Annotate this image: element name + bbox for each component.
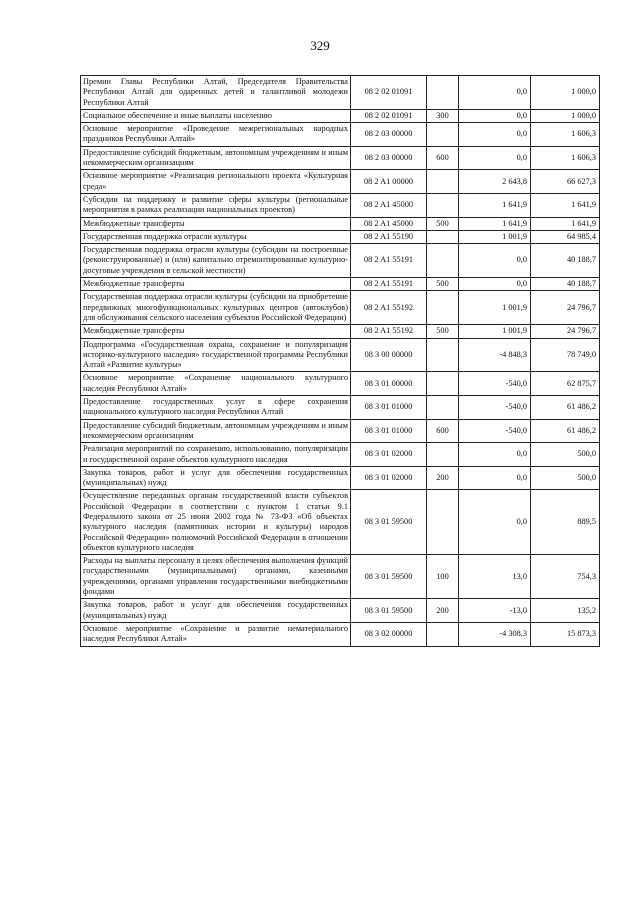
row-expense-type	[427, 622, 459, 646]
row-change-amount: 0,0	[459, 244, 531, 278]
table-row	[81, 372, 600, 396]
row-target-code: 08 3 01 01000	[351, 396, 427, 420]
row-total-amount: 40 188,7	[531, 244, 600, 278]
table-row	[81, 123, 600, 147]
row-change-amount: 0,0	[459, 490, 531, 555]
row-expense-type	[427, 193, 459, 217]
row-target-code: 08 3 02 00000	[351, 622, 427, 646]
row-total-amount: 754,3	[531, 555, 600, 599]
row-change-amount: -540,0	[459, 396, 531, 420]
table-row	[81, 555, 600, 599]
row-description: Закупка товаров, работ и услуг для обеспечения государственных (муниципальных) нужд	[81, 466, 351, 490]
row-change-amount: -540,0	[459, 372, 531, 396]
row-target-code: 08 3 01 02000	[351, 443, 427, 467]
row-description: Основное мероприятие «Сохранение национального культурного наследия Республики Алтай»	[81, 372, 351, 396]
row-total-amount: 62 875,7	[531, 372, 600, 396]
table-row	[81, 278, 600, 291]
row-change-amount: -540,0	[459, 419, 531, 443]
budget-table-body	[81, 76, 600, 647]
row-change-amount: -13,0	[459, 599, 531, 623]
row-change-amount: 0,0	[459, 443, 531, 467]
table-row	[81, 244, 600, 278]
row-target-code: 08 3 00 00000	[351, 338, 427, 372]
row-expense-type	[427, 244, 459, 278]
row-description: Социальное обеспечение и иные выплаты населению	[81, 109, 351, 122]
table-row	[81, 109, 600, 122]
row-total-amount: 1 000,0	[531, 76, 600, 110]
row-description: Предоставление государственных услуг в сфере сохранения национального культурного наследия Республики Алтай	[81, 396, 351, 420]
row-total-amount: 40 188,7	[531, 278, 600, 291]
table-row	[81, 193, 600, 217]
row-expense-type	[427, 76, 459, 110]
table-row	[81, 338, 600, 372]
row-target-code: 08 2 A1 55192	[351, 325, 427, 338]
row-change-amount: 0,0	[459, 109, 531, 122]
row-change-amount: 1 641,9	[459, 217, 531, 230]
row-description: Реализация мероприятий по сохранению, использованию, популяризации и государственной охране объектов культурного наследия	[81, 443, 351, 467]
row-total-amount: 66 627,3	[531, 170, 600, 194]
row-target-code: 08 3 01 59500	[351, 490, 427, 555]
row-expense-type: 600	[427, 146, 459, 170]
row-expense-type: 200	[427, 466, 459, 490]
row-expense-type	[427, 291, 459, 325]
row-target-code: 08 3 01 02000	[351, 466, 427, 490]
table-row	[81, 146, 600, 170]
row-change-amount: -4 308,3	[459, 622, 531, 646]
row-total-amount: 1 606,3	[531, 123, 600, 147]
table-row	[81, 443, 600, 467]
row-target-code: 08 3 01 00000	[351, 372, 427, 396]
row-total-amount: 1 606,3	[531, 146, 600, 170]
row-description: Субсидии на поддержку и развитие сферы культуры (региональные мероприятия в рамках реализации национальных проектов)	[81, 193, 351, 217]
row-change-amount: 1 641,9	[459, 193, 531, 217]
row-total-amount: 64 985,4	[531, 230, 600, 243]
row-total-amount: 24 796,7	[531, 325, 600, 338]
table-row	[81, 76, 600, 110]
row-total-amount: 1 641,9	[531, 193, 600, 217]
table-row	[81, 466, 600, 490]
table-row	[81, 170, 600, 194]
row-total-amount: 500,0	[531, 466, 600, 490]
row-description: Государственная поддержка отрасли культуры	[81, 230, 351, 243]
row-total-amount: 61 486,2	[531, 419, 600, 443]
row-total-amount: 889,5	[531, 490, 600, 555]
row-description: Государственная поддержка отрасли культуры (субсидии на построенные (реконструированные) и (или) капитально отремонтированные культурно-досуговые учреждения в сельской местности)	[81, 244, 351, 278]
table-row	[81, 622, 600, 646]
table-row	[81, 396, 600, 420]
row-expense-type	[427, 338, 459, 372]
row-expense-type	[427, 123, 459, 147]
row-target-code: 08 2 A1 55191	[351, 278, 427, 291]
row-total-amount: 61 486,2	[531, 396, 600, 420]
page-number: 329	[310, 38, 330, 53]
row-change-amount: 1 001,9	[459, 291, 531, 325]
row-total-amount: 500,0	[531, 443, 600, 467]
row-expense-type: 500	[427, 217, 459, 230]
row-target-code: 08 3 01 59500	[351, 599, 427, 623]
row-change-amount: 2 643,8	[459, 170, 531, 194]
row-description: Предоставление субсидий бюджетным, автономным учреждениям и иным некоммерческим организациям	[81, 419, 351, 443]
row-total-amount: 135,2	[531, 599, 600, 623]
row-description: Основное мероприятие «Сохранение и развитие нематериального наследия Республики Алтай»	[81, 622, 351, 646]
row-description: Премии Главы Республики Алтай, Председателя Правительства Республики Алтай для одаренных детей и талантливой молодежи Республики Алтай	[81, 76, 351, 110]
row-expense-type: 200	[427, 599, 459, 623]
row-expense-type: 500	[427, 325, 459, 338]
row-target-code: 08 2 A1 45000	[351, 217, 427, 230]
row-target-code: 08 2 A1 45000	[351, 193, 427, 217]
row-target-code: 08 2 A1 00000	[351, 170, 427, 194]
row-expense-type	[427, 396, 459, 420]
row-expense-type: 100	[427, 555, 459, 599]
table-row	[81, 230, 600, 243]
row-expense-type	[427, 170, 459, 194]
row-description: Государственная поддержка отрасли культуры (субсидии на приобретение передвижных многофункциональных культурных центров (автоклубов) для обслуживания сельского населения субъектов Российской Федерации)	[81, 291, 351, 325]
row-target-code: 08 2 A1 55191	[351, 244, 427, 278]
table-row	[81, 419, 600, 443]
table-row	[81, 490, 600, 555]
row-target-code: 08 3 01 01000	[351, 419, 427, 443]
row-description: Межбюджетные трансферты	[81, 217, 351, 230]
row-description: Расходы на выплаты персоналу в целях обеспечения выполнения функций государственными (муниципальными) органами, казенными учреждениями, органами управления государственными внебюджетными фондами	[81, 555, 351, 599]
row-description: Закупка товаров, работ и услуг для обеспечения государственных (муниципальных) нужд	[81, 599, 351, 623]
row-total-amount: 1 641,9	[531, 217, 600, 230]
table-row	[81, 217, 600, 230]
row-change-amount: 1 001,9	[459, 230, 531, 243]
row-expense-type: 600	[427, 419, 459, 443]
row-change-amount: 0,0	[459, 466, 531, 490]
row-description: Предоставление субсидий бюджетным, автономным учреждениям и иным некоммерческим организациям	[81, 146, 351, 170]
row-target-code: 08 2 02 01091	[351, 76, 427, 110]
row-total-amount: 1 000,0	[531, 109, 600, 122]
table-row	[81, 291, 600, 325]
row-target-code: 08 2 03 00000	[351, 146, 427, 170]
row-change-amount: -4 848,3	[459, 338, 531, 372]
table-row	[81, 599, 600, 623]
row-total-amount: 78 749,0	[531, 338, 600, 372]
row-change-amount: 0,0	[459, 76, 531, 110]
row-target-code: 08 2 03 00000	[351, 123, 427, 147]
row-expense-type: 300	[427, 109, 459, 122]
row-change-amount: 0,0	[459, 146, 531, 170]
row-description: Основное мероприятие «Реализация регионального проекта «Культурная среда»	[81, 170, 351, 194]
row-description: Подпрограмма «Государственная охрана, сохранение и популяризация историко-культурного наследия» государственной программы Республики Алтай «Развитие культуры»	[81, 338, 351, 372]
row-description: Основное мероприятие «Проведение межрегиональных народных праздников Республики Алтай»	[81, 123, 351, 147]
row-expense-type	[427, 230, 459, 243]
row-target-code: 08 3 01 59500	[351, 555, 427, 599]
row-change-amount: 0,0	[459, 278, 531, 291]
row-target-code: 08 2 A1 55192	[351, 291, 427, 325]
row-expense-type: 500	[427, 278, 459, 291]
table-row	[81, 325, 600, 338]
row-total-amount: 24 796,7	[531, 291, 600, 325]
row-expense-type	[427, 490, 459, 555]
row-description: Межбюджетные трансферты	[81, 325, 351, 338]
row-change-amount: 13,0	[459, 555, 531, 599]
row-change-amount: 0,0	[459, 123, 531, 147]
budget-table	[80, 75, 600, 647]
row-description: Межбюджетные трансферты	[81, 278, 351, 291]
row-expense-type	[427, 372, 459, 396]
row-target-code: 08 2 02 01091	[351, 109, 427, 122]
row-target-code: 08 2 A1 55190	[351, 230, 427, 243]
row-change-amount: 1 001,9	[459, 325, 531, 338]
row-total-amount: 15 873,3	[531, 622, 600, 646]
row-description: Осуществление переданных органам государственной власти субъектов Российской Федерации в соответствии с пунктом 1 статьи 9.1 Федерального закона от 25 июня 2002 года № 73-ФЗ «Об объектах культурного наследия (памятниках истории и культуры) народов Российской Федерации» полномочий Российской Федерации в отношении объектов культурного наследия	[81, 490, 351, 555]
row-expense-type	[427, 443, 459, 467]
